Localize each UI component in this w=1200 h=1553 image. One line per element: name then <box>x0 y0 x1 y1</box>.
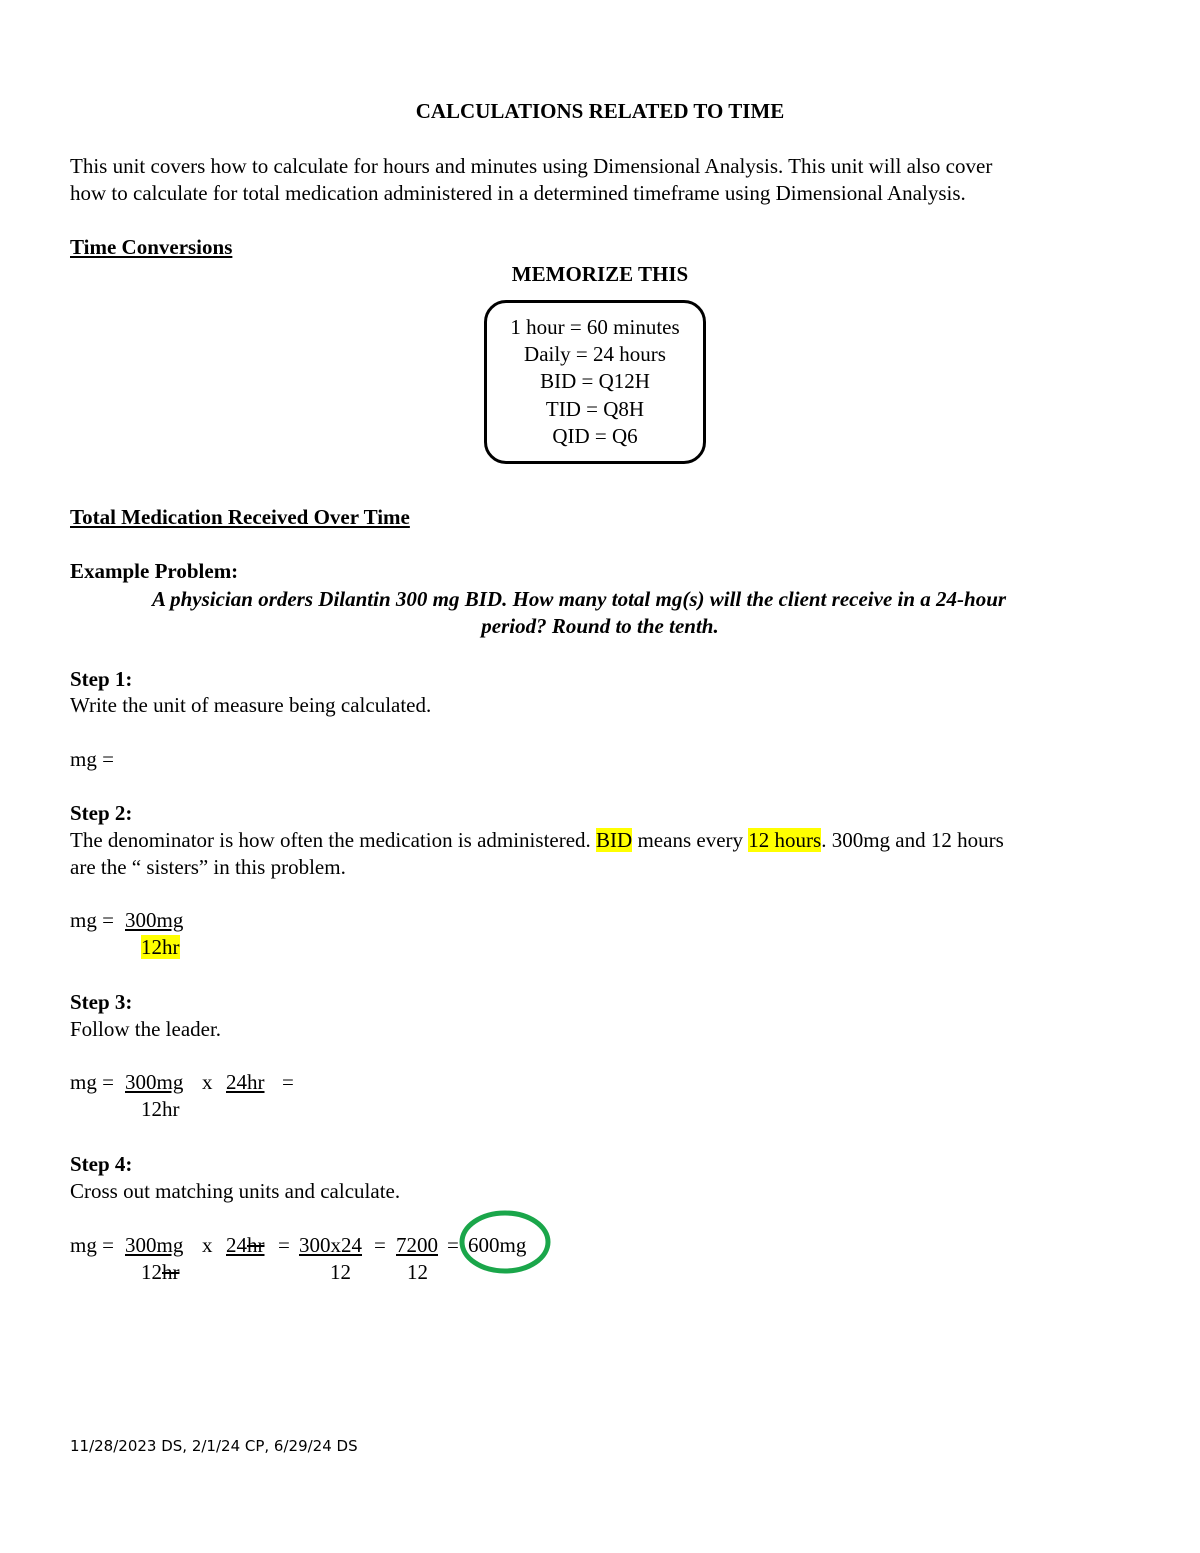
time-conversions-heading: Time Conversions <box>70 235 233 259</box>
highlight-12-hours: 12 hours <box>748 828 822 852</box>
conversion-item: Daily = 24 hours <box>524 342 666 366</box>
step-1-label: Step 1: <box>70 667 133 691</box>
highlight-bid: BID <box>596 828 633 852</box>
step-2-text-c: . 300mg and 12 hours <box>821 828 1004 852</box>
example-problem-line-1: A physician orders Dilantin 300 mg BID. How many total mg(s) will the client receive in a 24-hour <box>152 587 1007 611</box>
memorize-heading: MEMORIZE THIS <box>511 262 689 286</box>
step-3-eq-equals: = <box>282 1070 294 1094</box>
step-2-text-a: The denominator is how often the medication is administered. <box>70 828 597 852</box>
crossed-out-hr: hr <box>247 1233 265 1257</box>
step-4-eq-times: x <box>202 1233 213 1257</box>
step-2-eq-denominator <box>141 934 180 961</box>
step-4-eq-lhs: mg = <box>70 1233 114 1257</box>
conversion-item: QID = Q6 <box>552 424 638 448</box>
total-medication-heading: Total Medication Received Over Time <box>70 505 410 529</box>
step-4-eq-denominator-3: 12 <box>407 1260 428 1284</box>
step-2-text-b: means every <box>632 828 749 852</box>
step-1-equation: mg = <box>70 747 114 771</box>
highlight-12hr: 12hr <box>141 935 180 959</box>
step-3-eq-times: x <box>202 1070 213 1094</box>
step-4-text: Cross out matching units and calculate. <box>70 1179 401 1203</box>
step-4-eq-fraction-2-numerator: 300x24 <box>299 1233 362 1257</box>
step-1-text: Write the unit of measure being calculated. <box>70 693 432 717</box>
step-3-eq-numerator-2: 24hr <box>226 1070 265 1094</box>
step-2-eq-lhs: mg = <box>70 908 114 932</box>
step-3-eq-lhs: mg = <box>70 1070 114 1094</box>
step-4-eq-denominator-1 <box>141 1259 180 1286</box>
step-4-eq-12: 12 <box>141 1260 162 1284</box>
step-4-eq-24: 24 <box>226 1233 247 1257</box>
conversion-item: TID = Q8H <box>545 397 645 421</box>
step-4-label: Step 4: <box>70 1152 133 1176</box>
step-4-eq-denominator-2: 12 <box>330 1260 351 1284</box>
page-title: CALCULATIONS RELATED TO TIME <box>415 99 785 123</box>
step-4-answer: 600mg <box>468 1233 527 1257</box>
answer-circle-annotation <box>458 1209 552 1275</box>
step-4-eq-equals-1: = <box>278 1233 290 1257</box>
conversion-item: BID = Q12H <box>540 369 650 393</box>
step-4-eq-equals-2: = <box>374 1233 386 1257</box>
example-problem-line-2: period? Round to the tenth. <box>481 614 719 638</box>
step-2-text-line-2: are the “ sisters” in this problem. <box>70 855 346 879</box>
step-4-eq-numerator-2 <box>226 1232 265 1259</box>
crossed-out-hr-denominator: hr <box>162 1260 180 1284</box>
example-label: Example Problem: <box>70 559 239 583</box>
step-3-label: Step 3: <box>70 990 133 1014</box>
intro-line-2: how to calculate for total medication administered in a determined timeframe using Dimensional Analysis. <box>70 181 966 205</box>
step-4-eq-numerator-1: 300mg <box>125 1233 184 1257</box>
intro-line-1: This unit covers how to calculate for hours and minutes using Dimensional Analysis. This unit will also cover <box>70 154 993 178</box>
step-4-eq-equals-3: = <box>447 1233 459 1257</box>
step-3-eq-numerator-1: 300mg <box>125 1070 184 1094</box>
conversion-item: 1 hour = 60 minutes <box>510 315 680 339</box>
revision-footer: 11/28/2023 DS, 2/1/24 CP, 6/29/24 DS <box>70 1437 358 1455</box>
step-4-eq-fraction-3-numerator: 7200 <box>396 1233 438 1257</box>
step-2-text-line-1 <box>70 827 1004 854</box>
step-2-label: Step 2: <box>70 801 133 825</box>
step-2-eq-numerator: 300mg <box>125 908 184 932</box>
step-3-text: Follow the leader. <box>70 1017 222 1041</box>
step-3-eq-denominator: 12hr <box>141 1097 180 1121</box>
